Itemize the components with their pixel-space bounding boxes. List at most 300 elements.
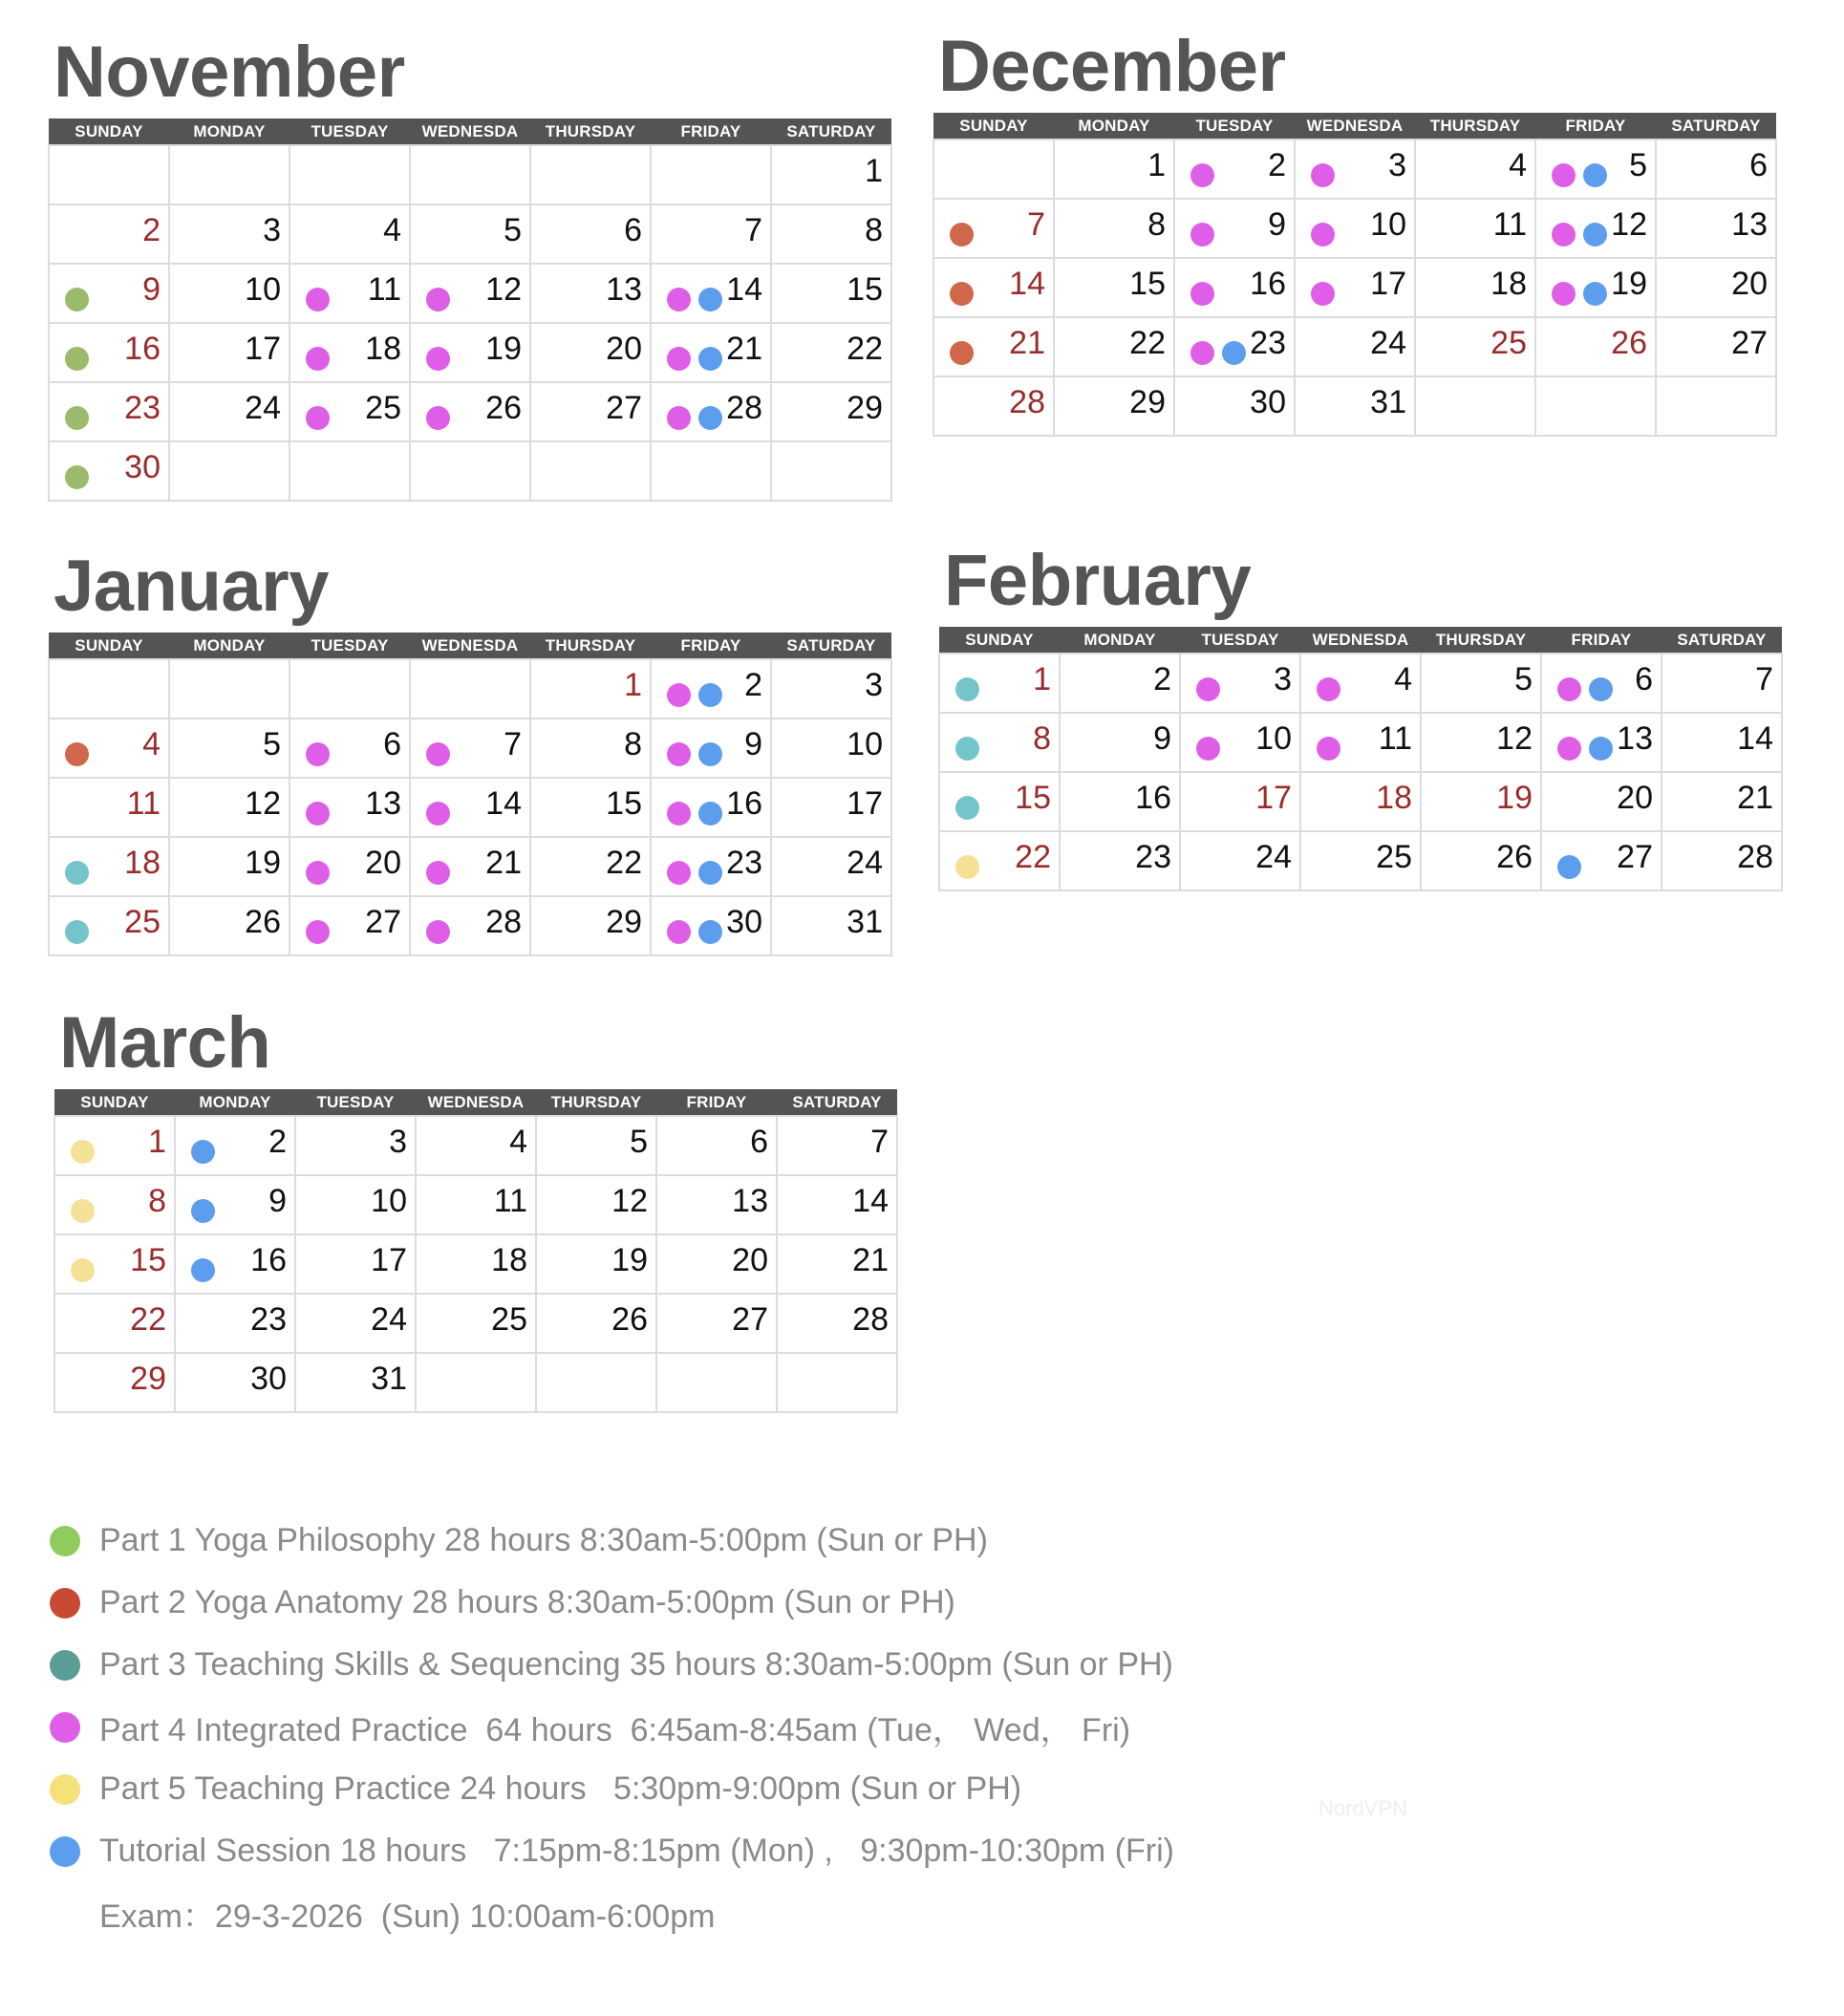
day-number: 17	[371, 1242, 407, 1278]
day-number: 25	[491, 1301, 527, 1338]
day-cell	[1656, 199, 1776, 258]
session-markers	[426, 288, 450, 311]
day-cell	[536, 1294, 656, 1353]
day-cell	[651, 837, 771, 896]
day-number: 12	[1611, 206, 1647, 243]
day-number: 24	[371, 1301, 407, 1338]
session-markers	[426, 920, 450, 944]
day-number: 20	[1617, 780, 1653, 816]
session-markers	[426, 347, 450, 371]
red-dot-icon	[950, 341, 974, 365]
exam-text: Exam：29-3-2026 (Sun) 10:00am-6:00pm	[99, 1898, 716, 1935]
magenta-dot-icon	[1311, 163, 1335, 187]
week-row	[54, 1116, 897, 1175]
day-cell	[530, 264, 651, 323]
week-row	[933, 317, 1776, 376]
day-cell	[651, 718, 771, 778]
session-markers	[1190, 223, 1214, 247]
blue-dot-icon	[1583, 163, 1607, 187]
blue-dot-icon	[191, 1199, 215, 1223]
day-cell	[169, 323, 289, 382]
week-row	[49, 837, 891, 896]
day-number: 7	[504, 726, 522, 762]
magenta-dot-icon	[426, 288, 450, 311]
red-dot-icon	[65, 742, 89, 766]
session-markers	[1190, 163, 1214, 187]
day-cell	[1060, 772, 1180, 831]
day-cell	[49, 204, 169, 264]
weekday-label: FRIDAY	[651, 633, 771, 659]
session-markers	[306, 802, 330, 826]
teal-dot-icon	[955, 737, 979, 761]
week-row	[933, 139, 1776, 199]
weekday-label: FRIDAY	[1541, 627, 1662, 654]
day-cell	[651, 659, 771, 718]
weekday-label: WEDNESDA	[410, 633, 530, 659]
day-cell	[1295, 258, 1415, 317]
blue-dot-icon	[698, 742, 722, 766]
calendar-grid	[933, 113, 1777, 437]
day-cell	[289, 837, 410, 896]
day-number: 29	[847, 390, 883, 426]
session-markers	[1311, 163, 1335, 187]
day-cell	[933, 376, 1054, 436]
yellow-dot-icon	[50, 1774, 80, 1805]
day-cell	[175, 1116, 295, 1175]
day-number: 31	[847, 904, 883, 940]
day-number: 18	[491, 1242, 527, 1278]
week-row	[49, 264, 891, 323]
session-markers	[306, 861, 330, 885]
day-cell	[939, 772, 1060, 831]
day-number: 21	[1737, 780, 1773, 816]
weekday-label: THURSDAY	[536, 1089, 656, 1116]
day-number: 21	[726, 331, 762, 367]
yellow-dot-icon	[71, 1199, 95, 1223]
session-markers	[1311, 282, 1335, 306]
day-cell	[416, 1175, 536, 1234]
day-number: 17	[1255, 780, 1292, 816]
day-number: 6	[1635, 661, 1653, 697]
day-cell	[289, 264, 410, 323]
day-number: 11	[126, 785, 161, 822]
day-number: 12	[611, 1183, 648, 1219]
day-number: 3	[865, 667, 883, 703]
blue-dot-icon	[698, 347, 722, 371]
legend-item-exam	[50, 1882, 1174, 1944]
day-number: 14	[1737, 720, 1773, 757]
day-cell	[530, 778, 651, 837]
blue-dot-icon	[1583, 282, 1607, 306]
legend-item-part1	[50, 1510, 1174, 1572]
blue-dot-icon	[698, 406, 722, 430]
empty-day-cell	[289, 145, 410, 204]
session-markers	[950, 341, 974, 365]
empty-day-cell	[410, 145, 530, 204]
month-title: February	[944, 540, 1252, 621]
day-number: 3	[389, 1124, 407, 1160]
week-row	[49, 323, 891, 382]
session-markers	[71, 1199, 95, 1223]
weekday-label: SATURDAY	[771, 633, 891, 659]
magenta-dot-icon	[667, 802, 691, 826]
day-cell	[289, 778, 410, 837]
day-number: 28	[1009, 384, 1045, 420]
empty-day-cell	[656, 1353, 777, 1412]
magenta-dot-icon	[426, 920, 450, 944]
day-cell	[1054, 317, 1174, 376]
day-cell	[1054, 139, 1174, 199]
day-number: 21	[1009, 325, 1045, 361]
teal-dot-icon	[50, 1650, 80, 1681]
day-number: 15	[1129, 266, 1166, 302]
day-number: 20	[1731, 266, 1768, 302]
day-cell	[416, 1294, 536, 1353]
weekday-label: SATURDAY	[1656, 113, 1776, 139]
day-number: 28	[726, 390, 762, 426]
day-cell	[530, 718, 651, 778]
session-markers	[950, 282, 974, 306]
day-cell	[54, 1175, 175, 1234]
day-cell	[1421, 831, 1541, 890]
session-markers	[426, 802, 450, 826]
blue-dot-icon	[191, 1258, 215, 1282]
day-number: 13	[365, 785, 401, 822]
day-number: 18	[1376, 780, 1412, 816]
day-number: 28	[1737, 839, 1773, 875]
blue-dot-icon	[1589, 677, 1613, 701]
session-markers	[667, 920, 722, 944]
day-cell	[169, 718, 289, 778]
day-number: 9	[1153, 720, 1171, 757]
day-number: 4	[1509, 147, 1527, 183]
day-cell	[1421, 772, 1541, 831]
day-cell	[1662, 654, 1782, 713]
legend-item-part4	[50, 1696, 1174, 1758]
day-number: 25	[124, 904, 161, 940]
empty-day-cell	[289, 441, 410, 501]
week-row	[49, 778, 891, 837]
day-cell	[1300, 831, 1421, 890]
day-number: 30	[124, 449, 161, 485]
day-cell	[289, 204, 410, 264]
day-cell	[771, 837, 891, 896]
day-number: 22	[130, 1301, 166, 1338]
session-markers	[955, 737, 979, 761]
empty-day-cell	[771, 441, 891, 501]
day-number: 5	[1629, 147, 1647, 183]
day-number: 4	[509, 1124, 527, 1160]
teal-dot-icon	[955, 677, 979, 701]
day-cell	[169, 837, 289, 896]
day-cell	[1054, 376, 1174, 436]
day-number: 30	[1250, 384, 1286, 420]
day-cell	[1295, 317, 1415, 376]
day-number: 7	[870, 1124, 889, 1160]
day-number: 19	[611, 1242, 648, 1278]
session-markers	[667, 347, 722, 371]
day-number: 3	[1388, 147, 1406, 183]
day-number: 8	[1147, 206, 1166, 243]
day-number: 17	[245, 331, 281, 367]
weekday-label: WEDNESDA	[1300, 627, 1421, 654]
day-number: 18	[1490, 266, 1527, 302]
day-number: 26	[245, 904, 281, 940]
week-row	[54, 1294, 897, 1353]
session-markers	[950, 223, 974, 247]
blue-dot-icon	[698, 683, 722, 707]
magenta-dot-icon	[1317, 737, 1340, 761]
legend-item-part2	[50, 1572, 1174, 1634]
day-cell	[536, 1175, 656, 1234]
day-number: 10	[847, 726, 883, 762]
day-number: 13	[1731, 206, 1768, 243]
day-cell	[1054, 258, 1174, 317]
weekday-label: SUNDAY	[49, 633, 169, 659]
legend-item-part5	[50, 1758, 1174, 1820]
magenta-dot-icon	[1552, 163, 1576, 187]
month-title: March	[59, 1002, 271, 1083]
day-cell	[1174, 258, 1295, 317]
day-cell	[175, 1234, 295, 1294]
day-number: 20	[606, 331, 642, 367]
day-cell	[54, 1234, 175, 1294]
day-cell	[1541, 772, 1662, 831]
day-number: 5	[1514, 661, 1533, 697]
day-number: 24	[1255, 839, 1292, 875]
day-cell	[49, 778, 169, 837]
day-cell	[1300, 713, 1421, 772]
magenta-dot-icon	[667, 683, 691, 707]
day-number: 14	[485, 785, 522, 822]
day-cell	[536, 1116, 656, 1175]
day-cell	[656, 1175, 777, 1234]
day-cell	[651, 323, 771, 382]
day-cell	[1541, 654, 1662, 713]
weekday-label: TUESDAY	[295, 1089, 416, 1116]
session-markers	[306, 742, 330, 766]
day-number: 18	[124, 845, 161, 881]
week-row	[49, 659, 891, 718]
day-cell	[1541, 831, 1662, 890]
calendar-grid	[54, 1089, 898, 1413]
session-markers	[667, 742, 722, 766]
weekday-label: WEDNESDA	[410, 118, 530, 145]
legend-text: Part 5 Teaching Practice 24 hours 5:30pm-9:00pm (Sun or PH)	[99, 1770, 1022, 1807]
day-cell	[777, 1116, 897, 1175]
day-cell	[1295, 199, 1415, 258]
day-number: 8	[1033, 720, 1051, 757]
day-number: 11	[367, 271, 401, 308]
day-cell	[1535, 258, 1656, 317]
blue-dot-icon	[1583, 223, 1607, 247]
empty-day-cell	[49, 659, 169, 718]
day-cell	[1662, 772, 1782, 831]
day-number: 15	[847, 271, 883, 308]
calendar-january	[48, 548, 892, 956]
session-markers	[667, 802, 722, 826]
day-number: 10	[371, 1183, 407, 1219]
session-markers	[667, 406, 722, 430]
magenta-dot-icon	[1190, 163, 1214, 187]
day-cell	[1421, 654, 1541, 713]
week-row	[49, 382, 891, 441]
weekday-label: FRIDAY	[651, 118, 771, 145]
day-number: 5	[263, 726, 281, 762]
day-cell	[289, 718, 410, 778]
day-number: 16	[250, 1242, 287, 1278]
day-cell	[295, 1353, 416, 1412]
day-cell	[49, 264, 169, 323]
empty-day-cell	[933, 139, 1054, 199]
day-cell	[651, 204, 771, 264]
watermark: NordVPN	[1319, 1796, 1407, 1820]
empty-day-cell	[169, 659, 289, 718]
weekday-label: SATURDAY	[777, 1089, 897, 1116]
magenta-dot-icon	[667, 347, 691, 371]
day-number: 28	[485, 904, 522, 940]
day-cell	[530, 896, 651, 955]
day-cell	[49, 323, 169, 382]
session-markers	[191, 1258, 215, 1282]
magenta-dot-icon	[1317, 677, 1340, 701]
day-number: 11	[1378, 720, 1412, 757]
day-cell	[1535, 139, 1656, 199]
day-cell	[289, 896, 410, 955]
weekday-label: TUESDAY	[289, 118, 410, 145]
day-cell	[933, 317, 1054, 376]
empty-day-cell	[49, 145, 169, 204]
day-cell	[169, 778, 289, 837]
day-number: 16	[124, 331, 161, 367]
day-number: 15	[606, 785, 642, 822]
weekday-label: SATURDAY	[1662, 627, 1782, 654]
day-cell	[1295, 139, 1415, 199]
day-number: 13	[606, 271, 642, 308]
session-markers	[71, 1140, 95, 1164]
session-markers	[1552, 223, 1607, 247]
day-cell	[169, 896, 289, 955]
weekday-label: SUNDAY	[939, 627, 1060, 654]
day-number: 27	[365, 904, 401, 940]
week-row	[49, 896, 891, 955]
magenta-dot-icon	[426, 347, 450, 371]
day-number: 17	[847, 785, 883, 822]
day-cell	[1415, 139, 1535, 199]
day-number: 8	[865, 212, 883, 248]
session-markers	[667, 288, 722, 311]
day-cell	[410, 264, 530, 323]
session-markers	[306, 288, 330, 311]
day-cell	[1174, 199, 1295, 258]
day-cell	[1415, 199, 1535, 258]
calendar-grid	[938, 627, 1783, 891]
empty-day-cell	[530, 441, 651, 501]
weekday-label: SUNDAY	[54, 1089, 175, 1116]
day-number: 22	[1015, 839, 1051, 875]
day-cell	[410, 323, 530, 382]
day-cell	[771, 145, 891, 204]
session-markers	[426, 406, 450, 430]
session-markers	[1557, 737, 1613, 761]
day-cell	[1180, 831, 1300, 890]
magenta-dot-icon	[1190, 282, 1214, 306]
day-number: 22	[606, 845, 642, 881]
day-number: 23	[124, 390, 161, 426]
week-row	[939, 654, 1782, 713]
session-markers	[1552, 282, 1607, 306]
day-number: 31	[371, 1361, 407, 1397]
day-cell	[1656, 139, 1776, 199]
day-cell	[295, 1234, 416, 1294]
green-dot-icon	[65, 288, 89, 311]
legend-item-part3	[50, 1634, 1174, 1696]
day-cell	[169, 382, 289, 441]
session-markers	[191, 1199, 215, 1223]
magenta-dot-icon	[1311, 282, 1335, 306]
session-markers	[1317, 737, 1340, 761]
day-number: 3	[1274, 661, 1292, 697]
empty-day-cell	[289, 659, 410, 718]
day-number: 22	[1129, 325, 1166, 361]
calendar-march	[54, 1002, 898, 1413]
session-markers	[1190, 341, 1246, 365]
day-cell	[656, 1234, 777, 1294]
session-markers	[955, 796, 979, 820]
magenta-dot-icon	[306, 742, 330, 766]
day-number: 20	[365, 845, 401, 881]
calendar-grid	[48, 633, 892, 956]
day-number: 21	[852, 1242, 889, 1278]
day-number: 27	[1617, 839, 1653, 875]
day-number: 20	[732, 1242, 768, 1278]
day-cell	[1541, 713, 1662, 772]
session-markers	[306, 406, 330, 430]
week-row	[49, 145, 891, 204]
day-cell	[530, 204, 651, 264]
day-number: 1	[148, 1124, 166, 1160]
week-row	[933, 258, 1776, 317]
day-number: 14	[1009, 266, 1045, 302]
day-number: 31	[1370, 384, 1406, 420]
session-markers	[1552, 163, 1607, 187]
red-dot-icon	[950, 223, 974, 247]
day-number: 9	[142, 271, 161, 308]
day-number: 9	[268, 1183, 287, 1219]
day-cell	[49, 837, 169, 896]
weekday-label: SATURDAY	[771, 118, 891, 145]
blue-dot-icon	[698, 920, 722, 944]
day-number: 6	[383, 726, 401, 762]
day-number: 2	[268, 1124, 287, 1160]
day-number: 5	[630, 1124, 648, 1160]
day-cell	[1656, 317, 1776, 376]
day-cell	[1662, 831, 1782, 890]
session-markers	[1311, 223, 1335, 247]
session-markers	[65, 920, 89, 944]
empty-day-cell	[530, 145, 651, 204]
empty-day-cell	[1415, 376, 1535, 436]
empty-day-cell	[651, 441, 771, 501]
day-number: 5	[504, 212, 522, 248]
day-cell	[939, 831, 1060, 890]
magenta-dot-icon	[426, 742, 450, 766]
empty-day-cell	[410, 659, 530, 718]
session-markers	[1196, 677, 1220, 701]
day-cell	[416, 1116, 536, 1175]
weekday-label: WEDNESDA	[1295, 113, 1415, 139]
day-number: 19	[485, 331, 522, 367]
